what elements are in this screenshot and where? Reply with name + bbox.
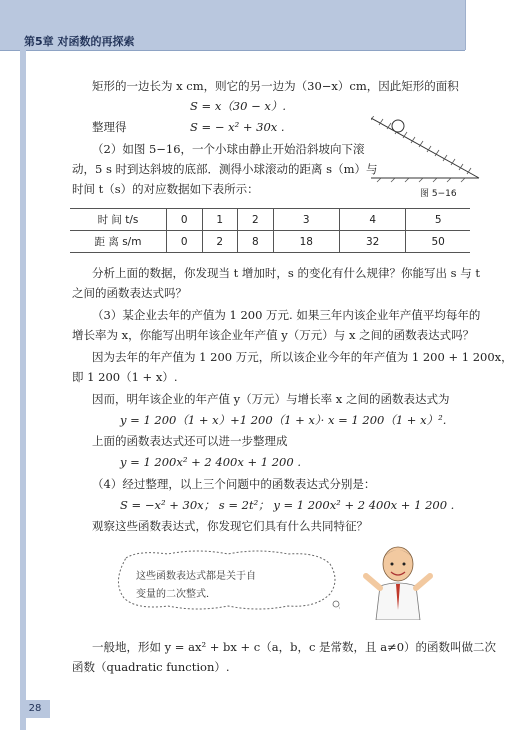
table-cell: 8 (238, 231, 274, 253)
text-line: 增长率为 x，你能写出明年该企业年产值 y（万元）与 x 之间的函数表达式吗？ (72, 328, 475, 342)
text-line: 函数（quadratic function）. (72, 660, 230, 674)
table-cell: 32 (339, 231, 405, 253)
equation-line: S = − x² + 30x . (190, 120, 285, 134)
text-line: 观察这些函数表达式，你发现它们具有什么共同特征？ (92, 519, 368, 533)
equation-line: y = 1 200x² + 2 400x + 1 200 . (120, 455, 301, 469)
slope-figure (371, 116, 481, 186)
text-line: 上面的函数表达式还可以进一步整理成 (92, 434, 288, 448)
text-line: 一般地，形如 y = ax² + bx + c（a，b，c 是常数，且 a≠0）的函数叫做二次 (92, 640, 497, 654)
table-cell: 2 (202, 231, 238, 253)
text-line: 整理得 (92, 120, 127, 134)
text-line: 之间的函数表达式吗？ (72, 286, 187, 300)
row-header: 距 离 s/m (70, 231, 167, 253)
table-cell: 2 (238, 209, 274, 231)
table-cell: 0 (167, 231, 203, 253)
text-line: 即 1 200（1 + x）. (72, 370, 178, 384)
equation-line: S = x（30 − x）. (190, 99, 287, 113)
text-line: （2）如图 5−16，一个小球由静止开始沿斜坡向下滚 (92, 142, 365, 156)
data-table (70, 208, 470, 253)
table-cell: 4 (339, 209, 405, 231)
table-cell: 3 (273, 209, 339, 231)
header-rule (0, 50, 465, 51)
text-line: （3）某企业去年的产值为 1 200 万元. 如果三年内该企业年产值平均每年的 (92, 308, 481, 322)
figure-caption: 图 5−16 (420, 189, 457, 199)
bubble-line: 这些函数表达式都是关于自 (136, 571, 256, 582)
equation-line: y = 1 200（1 + x）+1 200（1 + x）· x = 1 200（1 + x）². (120, 413, 447, 427)
table-cell: 5 (406, 209, 470, 231)
table-cell: 50 (406, 231, 470, 253)
page-number: 28 (20, 700, 50, 718)
text-line: 时间 t（s）的对应数据如下表所示： (72, 182, 259, 196)
text-line: 分析上面的数据，你发现当 t 增加时，s 的变化有什么规律？你能写出 s 与 t (92, 266, 480, 280)
bubble-line: 变量的二次整式． (136, 589, 216, 600)
row-header: 时 间 t/s (70, 209, 167, 231)
table-cell: 0 (167, 209, 203, 231)
left-margin-bar (20, 50, 26, 730)
text-line: （4）经过整理，以上三个问题中的函数表达式分别是： (92, 477, 376, 491)
text-line: 因而，明年该企业的年产值 y（万元）与增长率 x 之间的函数表达式为 (92, 392, 450, 406)
student-illustration (358, 540, 438, 620)
text-line: 动，5 s 时到达斜坡的底部．测得小球滚动的距离 s（m）与 (72, 162, 378, 176)
table-cell: 1 (202, 209, 238, 231)
ball (392, 120, 404, 132)
equation-line: S = −x² + 30x； s = 2t²； y = 1 200x² + 2 400x + 1 200 . (120, 498, 455, 512)
chapter-title: 第5章 对函数的再探索 (24, 35, 135, 48)
table-row (70, 209, 470, 231)
bubble-text (136, 568, 316, 604)
table-cell: 18 (273, 231, 339, 253)
text-line: 因为去年的年产值为 1 200 万元，所以该企业今年的年产值为 1 200 + 1 200x， (92, 350, 513, 364)
table-row (70, 231, 470, 253)
text-line: 矩形的一边长为 x cm，则它的另一边为（30−x）cm，因此矩形的面积 (92, 79, 459, 93)
